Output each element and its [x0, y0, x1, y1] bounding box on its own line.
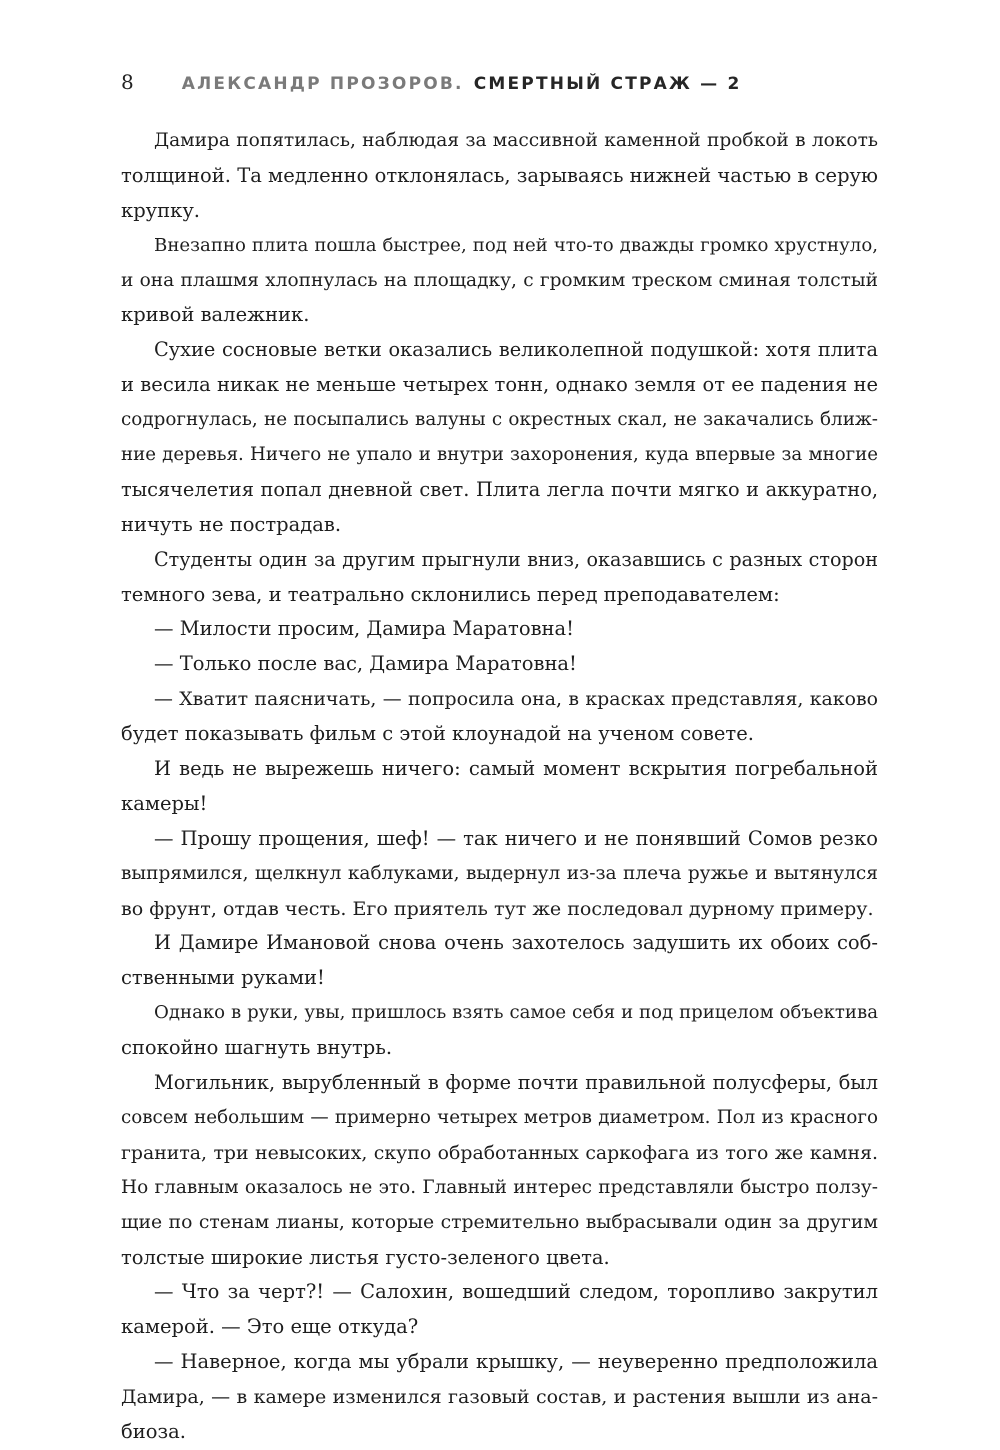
paragraph — [121, 612, 878, 647]
text-line: толщиной. Та медленно отклонялась, зарываясь нижней частью в серую — [121, 163, 878, 187]
text-line: — Что за черт?! — Салохин, вошедший следом, торопливо закрутил — [154, 1280, 878, 1304]
text-line: — Наверное, когда мы убрали крышку, — неуверенно предположила — [154, 1350, 878, 1374]
paragraph — [121, 1275, 878, 1345]
text-line: во фрунт, отдав честь. Его приятель тут же последовал дурному примеру. — [121, 897, 874, 920]
text-line: камеры! — [121, 791, 208, 815]
text-line: — Милости просим, Дамира Маратовна! — [154, 617, 575, 641]
text-line: толстые широкие листья густо-зеленого цвета. — [121, 1245, 610, 1269]
text-line: Но главным оказалось не это. Главный интерес представляли быстро ползу- — [121, 1176, 878, 1198]
text-line: и она плашмя хлопнулась на площадку, с громким треском сминая толстый — [121, 269, 878, 291]
text-line: будет показывать фильм с этой клоунадой на ученом совете. — [121, 722, 754, 746]
text-line: содрогнулась, не посыпались валуны с окрестных скал, не закачались ближ- — [121, 409, 878, 431]
text-line: гранита, три невысоких, скупо обработанных саркофага из того же камня. — [121, 1141, 878, 1164]
paragraph — [121, 1066, 878, 1275]
text-line: кривой валежник. — [121, 303, 310, 327]
paragraph — [121, 996, 878, 1066]
text-line: Сухие сосновые ветки оказались великолепной подушкой: хотя плита — [154, 338, 878, 362]
text-line: Дамира, — в камере изменился газовый состав, и растения вышли из ана- — [121, 1386, 878, 1409]
paragraph — [121, 822, 878, 927]
paragraph — [121, 333, 878, 542]
text-line: тысячелетия попал дневной свет. Плита легла почти мягко и аккуратно, — [121, 477, 878, 501]
text-line: ничуть не пострадав. — [121, 512, 342, 536]
text-line: ственными руками! — [121, 966, 325, 990]
text-line: — Только после вас, Дамира Маратовна! — [154, 652, 577, 676]
paragraph — [121, 1345, 878, 1450]
text-line: крупку. — [121, 198, 200, 222]
text-line: ние деревья. Ничего не упало и внутри захоронения, куда впервые за многие — [121, 444, 878, 466]
text-line: и весила никак не меньше четырех тонн, однако земля от ее падения не — [121, 373, 878, 397]
text-line: Дамира попятилась, наблюдая за массивной каменной пробкой в локоть — [154, 130, 878, 151]
text-line: выпрямился, щелкнул каблуками, выдернул из-за плеча ружье и вытянулся — [121, 862, 878, 884]
paragraph — [121, 647, 878, 682]
body-text — [121, 124, 878, 1450]
text-line: Могильник, вырубленный в форме почти правильной полусферы, был — [154, 1071, 878, 1095]
text-line: биоза. — [121, 1419, 186, 1443]
text-line: — Хватит паясничать, — попросила она, в красках представляя, каково — [154, 688, 878, 711]
text-line: щие по стенам лианы, которые стремительно выбрасывали один за другим — [121, 1211, 878, 1233]
text-line: И Дамире Имановой снова очень захотелось задушить их обоих соб- — [154, 931, 878, 955]
paragraph — [121, 124, 878, 229]
text-line: — Прошу прощения, шеф! — так ничего и не понявший Сомов резко — [154, 826, 878, 850]
text-line: Однако в руки, увы, пришлось взять самое себя и под прицелом объектива — [154, 1002, 878, 1024]
paragraph — [121, 229, 878, 334]
text-line: И ведь не вырежешь ничего: самый момент вскрытия погребальной — [154, 757, 878, 781]
paragraph — [121, 752, 878, 822]
running-header-author: АЛЕКСАНДР ПРОЗОРОВ. — [181, 74, 464, 94]
text-line: Внезапно плита пошла быстрее, под ней что-то дважды громко хрустнуло, — [154, 234, 878, 256]
running-header-title: СМЕРТНЫЙ СТРАЖ — 2 — [473, 74, 742, 94]
paragraph — [121, 926, 878, 996]
text-line: темного зева, и театрально склонились перед преподавателем: — [121, 582, 780, 606]
text-line: камерой. — Это еще откуда? — [121, 1315, 419, 1339]
text-line: спокойно шагнуть внутрь. — [121, 1036, 393, 1060]
paragraph — [121, 682, 878, 752]
running-header — [121, 70, 742, 100]
text-line: Студенты один за другим прыгнули вниз, оказавшись с разных сторон — [154, 547, 878, 571]
text-line: совсем небольшим — примерно четырех метров диаметром. Пол из красного — [121, 1106, 878, 1128]
page-number: 8 — [121, 70, 134, 94]
paragraph — [121, 543, 878, 613]
